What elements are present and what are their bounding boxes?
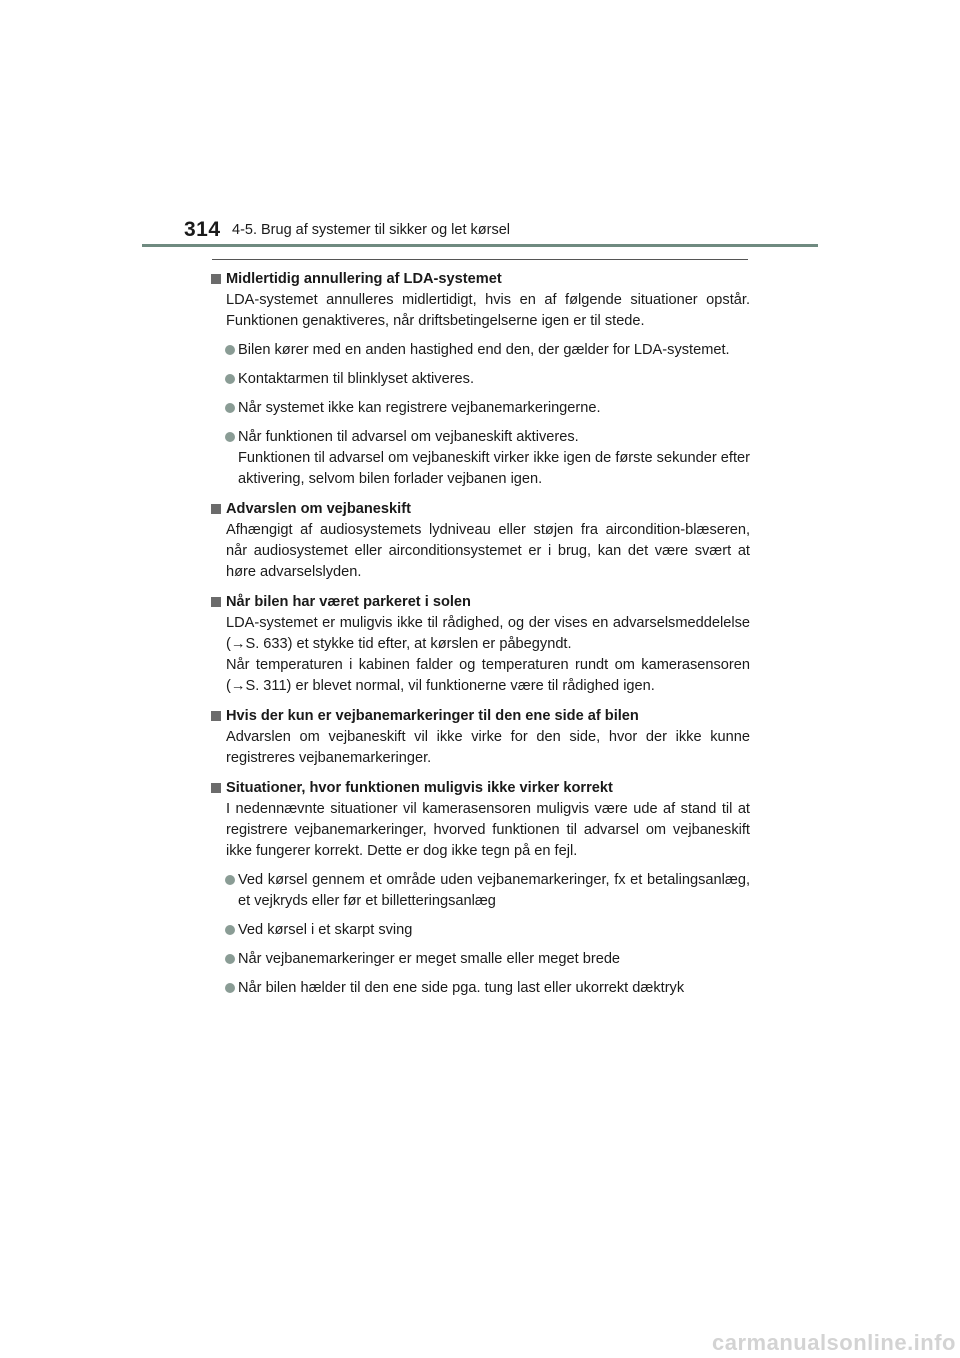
bullet-icon (225, 345, 235, 355)
list-item: Når vejbanemarkeringer er meget smalle eller meget brede (210, 949, 750, 970)
section-one-side-markings (210, 706, 750, 769)
section-heading: Advarslen om vejbaneskift (226, 501, 411, 517)
section-title: 4-5. Brug af systemer til sikker og let kørsel (232, 222, 510, 238)
heading-square-icon (211, 783, 221, 793)
bullet-icon (225, 403, 235, 413)
list-item: Ved kørsel i et skarpt sving (210, 920, 750, 941)
list-item: Når funktionen til advarsel om vejbaneskift aktiveres. Funktionen til advarsel om vejbaneskift virker ikke igen de første sekunder efter aktivering, selvom bilen forlader vejbanen igen. (210, 427, 750, 490)
section-paragraph: Når temperaturen i kabinen falder og temperaturen rundt om kamerasensoren (→S. 311) er blevet normal, vil funktionerne være til rådighed igen. (226, 657, 750, 694)
list-item: Kontaktarmen til blinklyset aktiveres. (210, 369, 750, 390)
bullet-icon (225, 432, 235, 442)
section-heading: Midlertidig annullering af LDA-systemet (226, 271, 502, 287)
section-parked-sun (210, 592, 750, 697)
section-paragraph: Afhængigt af audiosystemets lydniveau eller støjen fra aircondition-blæseren, når audiosystemet eller airconditionsystemet er i brug, kan det være svært at høre advarselslyden. (226, 522, 750, 580)
heading-square-icon (211, 274, 221, 284)
section-lda-cancel (210, 269, 750, 490)
bullet-icon (225, 925, 235, 935)
list-item: Når systemet ikke kan registrere vejbanemarkeringerne. (210, 398, 750, 419)
section-heading: Situationer, hvor funktionen muligvis ikke virker korrekt (226, 780, 613, 796)
section-heading: Hvis der kun er vejbanemarkeringer til den ene side af bilen (226, 708, 639, 724)
bullet-icon (225, 983, 235, 993)
list-item: Ved kørsel gennem et område uden vejbanemarkeringer, fx et betalingsanlæg, et vejkryds eller før et billetteringsanlæg (210, 870, 750, 912)
section-heading: Når bilen har været parkeret i solen (226, 594, 471, 610)
section-lane-warning (210, 499, 750, 583)
list-item: Når bilen hælder til den ene side pga. tung last eller ukorrekt dæktryk (210, 978, 750, 999)
section-paragraph: LDA-systemet er muligvis ikke til rådighed, og der vises en advarselsmeddelelse (→S. 633) et stykke tid efter, at kørslen er påbegyndt. (226, 615, 750, 652)
heading-square-icon (211, 597, 221, 607)
heading-square-icon (211, 711, 221, 721)
section-malfunction-situations (210, 778, 750, 999)
heading-square-icon (211, 504, 221, 514)
section-paragraph: LDA-systemet annulleres midlertidigt, hvis en af følgende situationer opstår. Funktionen genaktiveres, når driftsbetingelserne igen er til stede. (226, 292, 750, 329)
section-paragraph: Advarslen om vejbaneskift vil ikke virke for den side, hvor der ikke kunne registreres vejbanemarkeringer. (226, 729, 750, 766)
bullet-icon (225, 374, 235, 384)
section-paragraph: I nedennævnte situationer vil kamerasensoren muligvis være ude af stand til at registrere vejbanemarkeringer, hvorved funktionen til advarsel om vejbaneskift ikke fungerer korrekt. Dette er dog ikke tegn på en fejl. (226, 801, 750, 859)
content (210, 269, 750, 1004)
watermark: carmanualsonline.info (712, 1330, 956, 1355)
page-number: 314 (184, 218, 221, 241)
header-rule (142, 244, 818, 247)
bullet-icon (225, 954, 235, 964)
bullet-icon (225, 875, 235, 885)
content-top-rule (212, 259, 748, 260)
list-item: Bilen kører med en anden hastighed end den, der gælder for LDA-systemet. (210, 340, 750, 361)
